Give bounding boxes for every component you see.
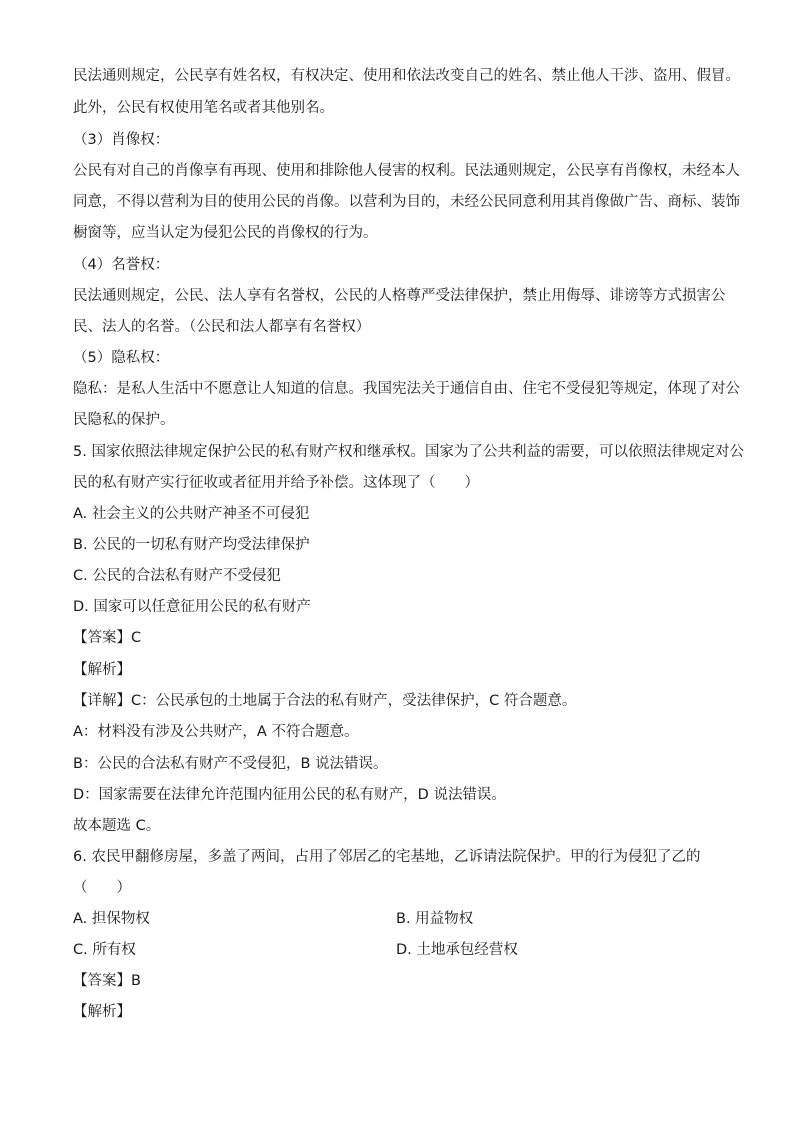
q6-answer-value: B <box>131 973 141 989</box>
q6-option-b: B. 用益物权 <box>396 911 474 927</box>
q5-stem-line-1: 5. 国家依照法律规定保护公民的私有财产权和继承权。国家为了公共利益的需要，可以依照法律规定对公 <box>73 444 744 460</box>
reputation-right-heading: （4）名誉权： <box>73 257 170 273</box>
q6-answer-label: 【答案】 <box>73 973 131 989</box>
q5-option-b: B. 公民的一切私有财产均受法律保护 <box>73 537 310 553</box>
q5-explanation-d: D：国家需要在法律允许范围内征用公民的私有财产，D 说法错误。 <box>73 787 506 803</box>
q6-analysis-label: 【解析】 <box>73 1004 131 1020</box>
q6-option-c: C. 所有权 <box>73 942 136 958</box>
portrait-right-line-1: 公民有对自己的肖像享有再现、使用和排除他人侵害的权利。民法通则规定，公民享有肖像权，未经本人 <box>73 163 740 179</box>
q5-detail-label: 【详解】 <box>73 693 131 709</box>
q5-option-c: C. 公民的合法私有财产不受侵犯 <box>73 568 281 584</box>
privacy-right-heading: （5）隐私权： <box>73 350 170 366</box>
name-right-line-2: 此外，公民有权使用笔名或者其他别名。 <box>73 100 334 116</box>
q5-answer-label: 【答案】 <box>73 630 131 646</box>
q5-option-a: A. 社会主义的公共财产神圣不可侵犯 <box>73 506 310 522</box>
q5-answer <box>73 628 141 648</box>
q5-answer-value: C <box>131 630 142 646</box>
q5-option-d: D. 国家可以任意征用公民的私有财产 <box>73 599 311 615</box>
q6-stem-line-1: 6. 农民甲翻修房屋，多盖了两间，占用了邻居乙的宅基地，乙诉请法院保护。甲的行为侵犯了乙的 <box>73 849 701 865</box>
reputation-right-line-2: 民、法人的名誉。（公民和法人都享有名誉权） <box>73 319 371 335</box>
q6-option-a: A. 担保物权 <box>73 911 150 927</box>
q5-stem-line-2: 民的私有财产实行征收或者征用并给予补偿。这体现了（ ） <box>73 475 479 491</box>
q6-answer <box>73 971 141 991</box>
portrait-right-heading: （3）肖像权： <box>73 132 170 148</box>
privacy-right-line-1: 隐私：是私人生活中不愿意让人知道的信息。我国宪法关于通信自由、住宅不受侵犯等规定，体现了对公 <box>73 381 740 397</box>
privacy-right-line-2: 民隐私的保护。 <box>73 412 175 428</box>
q5-explanation-a: A：材料没有涉及公共财产，A 不符合题意。 <box>73 724 359 740</box>
q5-analysis-label: 【解析】 <box>73 662 131 678</box>
reputation-right-line-1: 民法通则规定，公民、法人享有名誉权，公民的人格尊严受法律保护，禁止用侮辱、诽谤等方式损害公 <box>73 288 726 304</box>
q5-conclusion: 故本题选 C。 <box>73 818 161 834</box>
q5-detail <box>73 691 576 711</box>
q5-explanation-b: B：公民的合法私有财产不受侵犯，B 说法错误。 <box>73 756 388 772</box>
name-right-line-1: 民法通则规定，公民享有姓名权，有权决定、使用和依法改变自己的姓名、禁止他人干涉、盗用、假冒。 <box>73 68 740 84</box>
q5-detail-text: C：公民承包的土地属于合法的私有财产，受法律保护，C 符合题意。 <box>131 693 577 709</box>
q6-option-d: D. 土地承包经营权 <box>396 942 518 958</box>
q6-stem-line-2: （ ） <box>73 880 131 896</box>
portrait-right-line-3: 橱窗等，应当认定为侵犯公民的肖像权的行为。 <box>73 225 378 241</box>
portrait-right-line-2: 同意，不得以营利为目的使用公民的肖像。以营利为目的，未经公民同意利用其肖像做广告、商标、装饰 <box>73 194 740 210</box>
